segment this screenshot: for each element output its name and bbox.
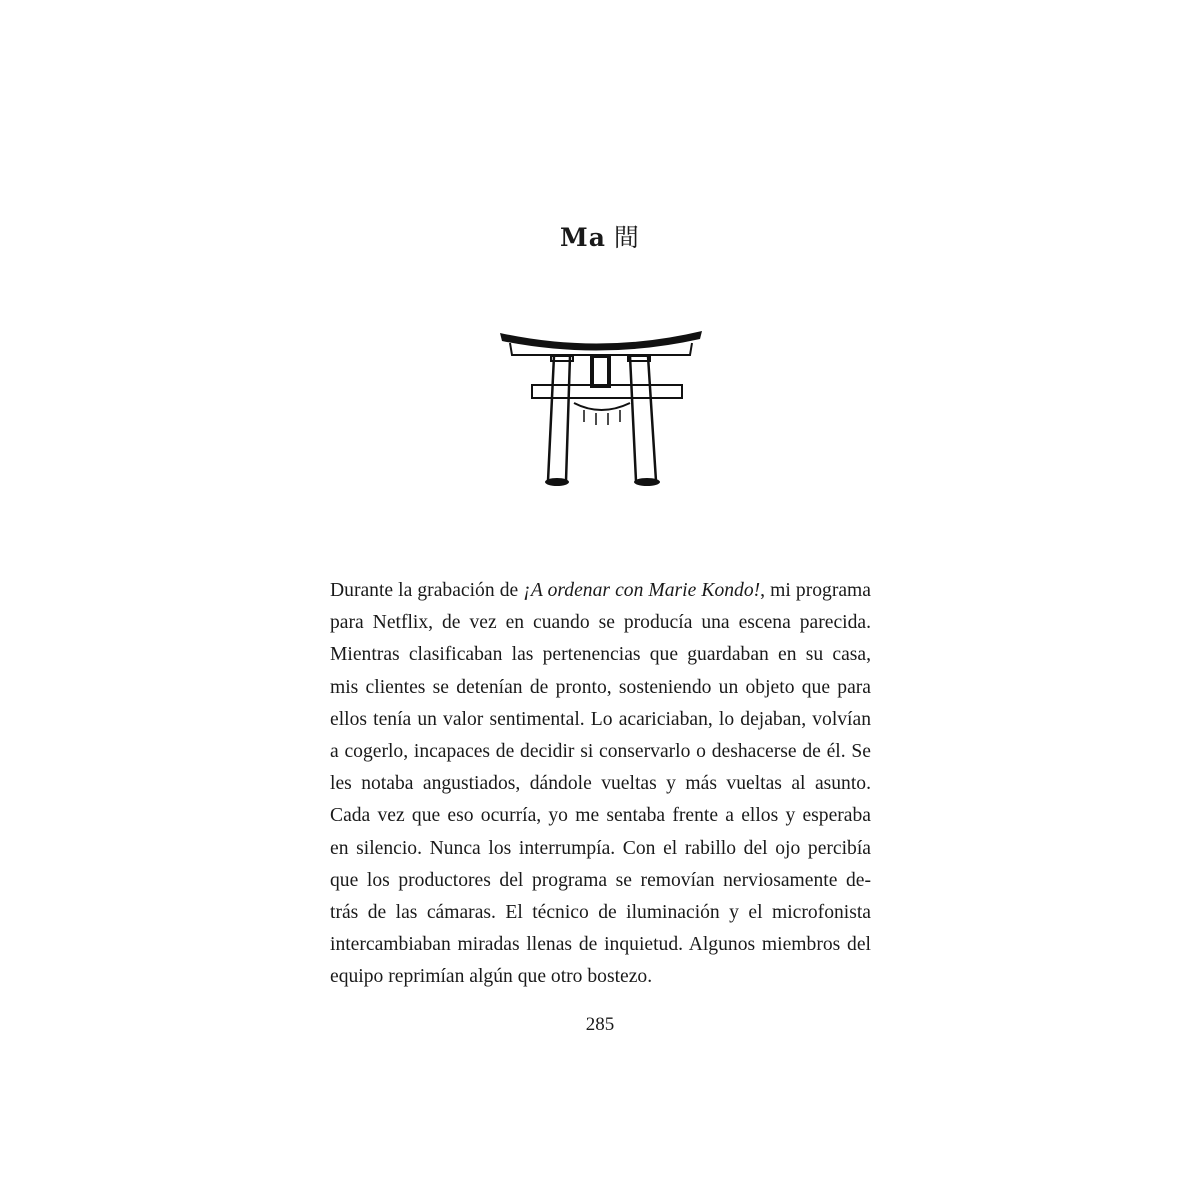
text-line: en silencio. Nunca los interrumpía. Con el rabillo del ojo percibía — [330, 837, 871, 859]
body-paragraph — [330, 575, 871, 993]
text-line: intercambiaban miradas llenas de inquietud. Algunos miembros del — [330, 934, 871, 956]
page-number: 285 — [585, 1014, 615, 1035]
text-line: Mientras clasificaban las pertenencias que guardaban en su casa, — [330, 644, 871, 666]
text-line: equipo reprimían algún que otro bostezo. — [330, 966, 653, 988]
text-line: les notaba angustiados, dándole vueltas y más vueltas al asunto. — [330, 773, 871, 795]
text-segment: Durante la grabación de — [330, 580, 524, 601]
chapter-title-text: Ma — [560, 223, 606, 252]
text-line: Cada vez que eso ocurría, yo me sentaba frente a ellos y esperaba — [330, 805, 871, 827]
text-line: ellos tenía un valor sentimental. Lo acariciaban, lo dejaban, volvían — [330, 708, 871, 730]
text-segment: , mi programa — [760, 580, 871, 601]
chapter-title-kanji: 間 — [613, 223, 640, 252]
torii-gate-icon — [496, 325, 706, 495]
text-line: mis clientes se detenían de pronto, sosteniendo un objeto que para — [330, 676, 871, 698]
text-line: para Netflix, de vez en cuando se producía una escena parecida. — [330, 612, 871, 634]
text-line: que los productores del programa se removían nerviosamente de- — [330, 869, 871, 891]
text-line: a cogerlo, incapaces de decidir si conservarlo o deshacerse de él. Se — [330, 740, 871, 762]
chapter-title — [0, 218, 1200, 254]
text-line: trás de las cámaras. El técnico de iluminación y el microfonista — [330, 901, 871, 923]
show-title-italic: ¡A ordenar con Marie Kondo! — [523, 580, 761, 601]
text-line — [330, 575, 871, 607]
